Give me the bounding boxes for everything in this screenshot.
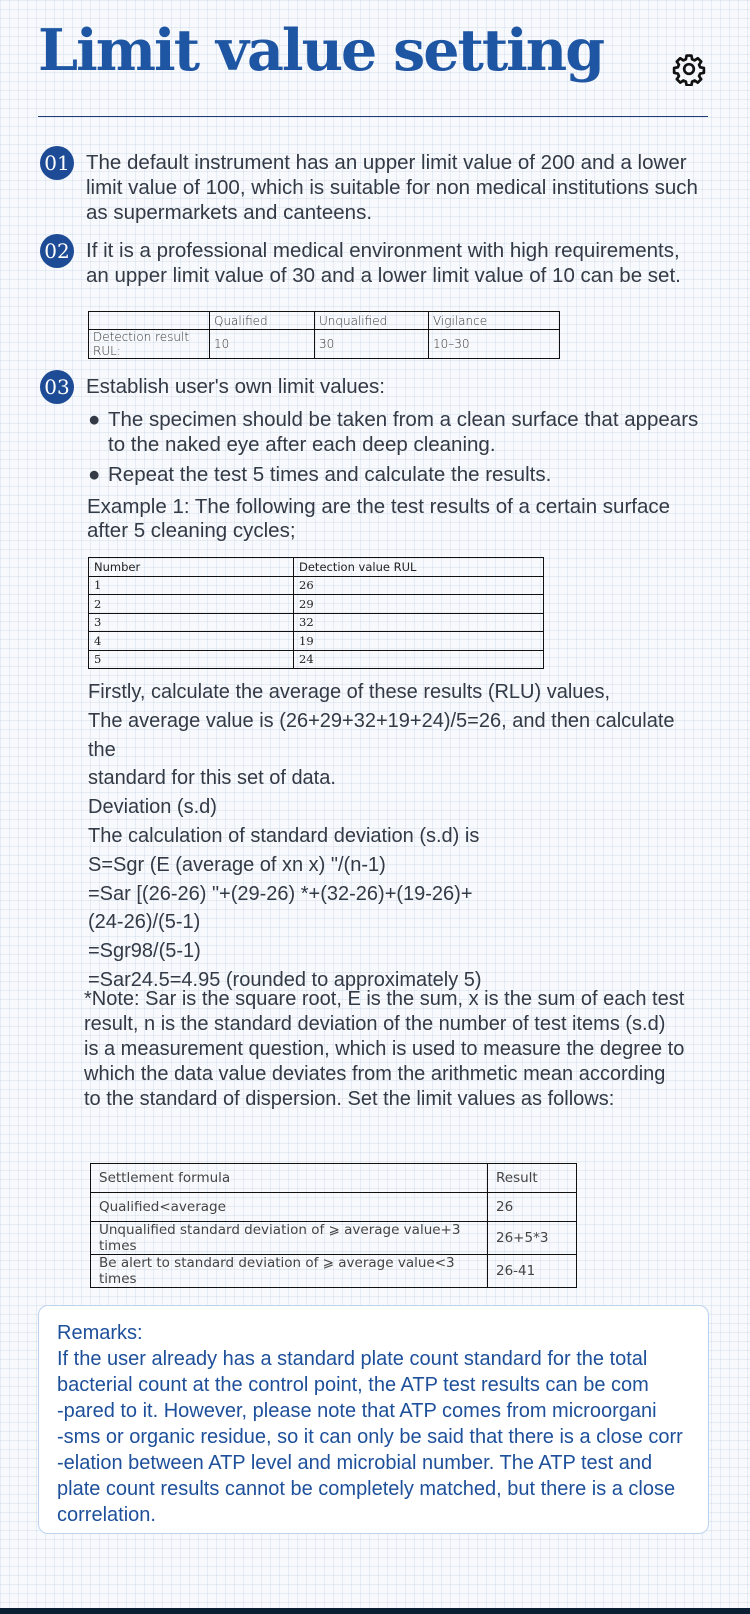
- table-cell: Be alert to standard deviation of ⩾ average value<3 times: [91, 1255, 488, 1288]
- calculation-line: =Sar24.5=4.95 (rounded to approximately 5): [88, 968, 482, 991]
- step-text: [86, 150, 750, 225]
- bottom-bar: [0, 1608, 750, 1614]
- note-text: [84, 987, 704, 1112]
- step-text-line: as supermarkets and canteens.: [86, 201, 373, 224]
- example-line: Example 1: The following are the test results of a certain surface: [87, 495, 671, 518]
- gear-icon[interactable]: [672, 52, 706, 86]
- table-row: [89, 650, 544, 669]
- step-text-line: Establish user's own limit values:: [86, 375, 386, 398]
- table-row: [89, 613, 544, 632]
- table-row: [91, 1222, 577, 1255]
- page-title: Limit value setting: [38, 17, 604, 84]
- table-cell: 3: [89, 613, 294, 632]
- calculation-line: Firstly, calculate the average of these results (RLU) values,: [88, 681, 611, 703]
- calculation-line: =Sgr98/(5-1): [88, 940, 201, 963]
- table-cell: 10: [210, 330, 315, 359]
- table-cell: 26: [488, 1193, 577, 1222]
- calculation-line: (24-26)/(5-1): [88, 911, 201, 934]
- remarks-title: Remarks:: [57, 1322, 143, 1344]
- table-row: [89, 312, 560, 330]
- note-line: is a measurement question, which is used to measure the degree to: [84, 1038, 685, 1060]
- table-cell: Result: [488, 1164, 577, 1193]
- table-row: [89, 558, 544, 577]
- table-cell: 24: [294, 650, 544, 669]
- table-row: [89, 576, 544, 595]
- note-line: result, n is the standard deviation of the number of test items (s.d): [84, 1013, 666, 1035]
- table-cell: 26-41: [488, 1255, 577, 1288]
- table-row: [89, 595, 544, 614]
- step-number-badge: 02: [40, 234, 74, 268]
- note-line: *Note: Sar is the square root, E is the sum, x is the sum of each test: [84, 988, 685, 1010]
- table-cell: 2: [89, 595, 294, 614]
- example-line: after 5 cleaning cycles;: [87, 519, 296, 542]
- table-cell: 30: [315, 330, 429, 359]
- calculation-line: The average value is (26+29+32+19+24)/5=26, and then calculate the: [88, 709, 675, 761]
- table-cell: Settlement formula: [91, 1164, 488, 1193]
- table-row: [89, 632, 544, 651]
- remarks-line: -sms or organic residue, so it can only be said that there is a close corr: [57, 1426, 683, 1448]
- bullet-dot: ●: [88, 463, 101, 486]
- table-cell: 19: [294, 632, 544, 651]
- calculation-line: The calculation of standard deviation (s.d) is: [88, 824, 480, 847]
- table-cell: Unqualified: [315, 312, 429, 330]
- remarks-line: bacterial count at the control point, the ATP test results can be com: [57, 1374, 649, 1396]
- table-cell: 4: [89, 632, 294, 651]
- table-cell: 29: [294, 595, 544, 614]
- bullet-text-line: The specimen should be taken from a clean surface that appears: [108, 408, 699, 431]
- table-cell: 32: [294, 613, 544, 632]
- table-cell: Qualified: [210, 312, 315, 330]
- calculation-block: [88, 678, 698, 995]
- table-cell: 1: [89, 576, 294, 595]
- step-text-line: an upper limit value of 30 and a lower limit value of 10 can be set.: [86, 264, 681, 287]
- remarks-line: If the user already has a standard plate count standard for the total: [57, 1348, 648, 1370]
- remarks-box: [38, 1305, 709, 1534]
- note-line: to the standard of dispersion. Set the limit values as follows:: [84, 1088, 615, 1110]
- results-table: [88, 557, 544, 669]
- table-cell: 26+5*3: [488, 1222, 577, 1255]
- table-cell: Unqualified standard deviation of ⩾ average value+3 times: [91, 1222, 488, 1255]
- table-cell: [89, 312, 210, 330]
- bullet-text-line: Repeat the test 5 times and calculate the results.: [108, 463, 552, 486]
- table-cell: 5: [89, 650, 294, 669]
- remarks-line: -elation between ATP level and microbial number. The ATP test and: [57, 1452, 653, 1474]
- calculation-line: S=Sgr (E (average of xn x) "/(n-1): [88, 853, 386, 876]
- remarks-line: correlation.: [57, 1504, 156, 1526]
- table-cell: 10–30: [429, 330, 560, 359]
- step-text-line: If it is a professional medical environment with high requirements,: [86, 239, 680, 262]
- step-text-line: limit value of 100, which is suitable for non medical institutions such: [86, 176, 698, 199]
- step-number-badge: 03: [40, 370, 74, 404]
- example-text: [87, 495, 707, 543]
- table-row: [89, 330, 560, 359]
- table-row: [91, 1255, 577, 1288]
- remarks-line: -pared to it. However, please note that ATP comes from microorgani: [57, 1400, 657, 1422]
- table-row: [91, 1164, 577, 1193]
- table-row: [91, 1193, 577, 1222]
- table-cell: Qualified<average: [91, 1193, 488, 1222]
- limit-table: [88, 311, 560, 359]
- title-divider: [38, 116, 708, 117]
- bullet-dot: ●: [88, 408, 101, 431]
- step-number-badge: 01: [40, 146, 74, 180]
- step-text: [86, 374, 750, 399]
- calculation-line: standard for this set of data.: [88, 767, 336, 790]
- step-text: [86, 238, 750, 288]
- note-line: which the data value deviates from the arithmetic mean according: [84, 1063, 666, 1085]
- formula-table: [90, 1163, 577, 1288]
- table-cell: Vigilance: [429, 312, 560, 330]
- calculation-line: =Sar [(26-26) "+(29-26) *+(32-26)+(19-26)+: [88, 882, 473, 905]
- remarks-line: plate count results cannot be completely matched, but there is a close: [57, 1478, 676, 1500]
- table-cell: 26: [294, 576, 544, 595]
- table-cell: Detection result RUL:: [89, 330, 210, 359]
- calculation-line: Deviation (s.d): [88, 796, 217, 819]
- bullet-text-line: to the naked eye after each deep cleaning.: [108, 433, 496, 456]
- table-cell: Number: [89, 558, 294, 577]
- table-cell: Detection value RUL: [294, 558, 544, 577]
- step-text-line: The default instrument has an upper limit value of 200 and a lower: [86, 151, 687, 174]
